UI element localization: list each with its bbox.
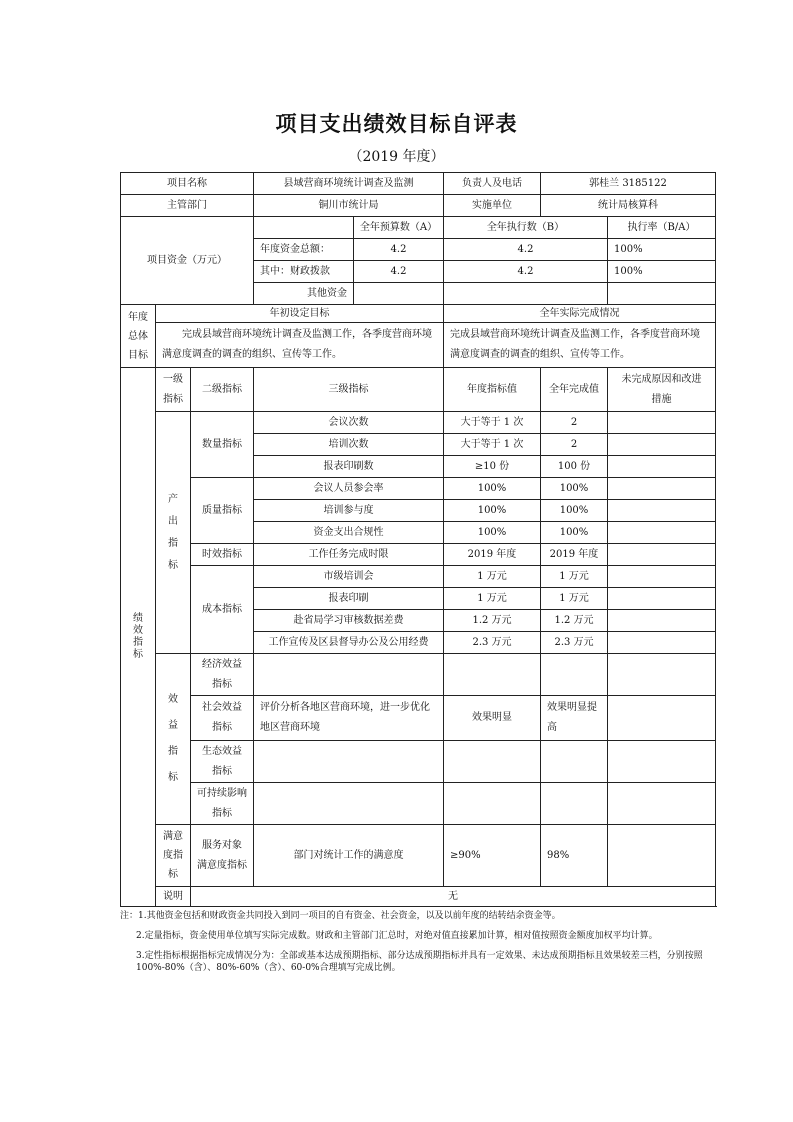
project-name-label: 项目名称 bbox=[121, 173, 254, 195]
contact-value: 郭桂兰 3185122 bbox=[541, 173, 716, 195]
service-indicator-target: ≥90% bbox=[444, 825, 541, 887]
service-indicator-actual: 98% bbox=[541, 825, 608, 887]
sustain-indicator-label: 可持续影响 指标 bbox=[191, 783, 254, 825]
indicator-target: 100% bbox=[444, 500, 541, 522]
page-year: （2019 年度） bbox=[348, 149, 445, 165]
indicator-actual: 1 万元 bbox=[541, 588, 608, 610]
contact-label: 负责人及电话 bbox=[444, 173, 541, 195]
unit-label: 实施单位 bbox=[444, 195, 541, 217]
indicator-target: 1 万元 bbox=[444, 566, 541, 588]
indicator-name: 报表印刷数 bbox=[254, 456, 444, 478]
funds-row-rate: 100% bbox=[608, 239, 716, 261]
perf-header-actual: 全年完成值 bbox=[541, 368, 608, 412]
indicator-target: 100% bbox=[444, 522, 541, 544]
footnotes bbox=[120, 910, 715, 982]
indicator-actual: 2019 年度 bbox=[541, 544, 608, 566]
goal-plan-text: 完成县域营商环境统计调查及监测工作，各季度营商环境满意度调查的调查的组织、宣传等工作。 bbox=[156, 323, 444, 368]
goal-label: 年度 总体 目标 bbox=[121, 305, 156, 368]
output-indicator-label: 产 出 指 标 bbox=[156, 412, 191, 654]
perf-header-reason: 未完成原因和改进 措施 bbox=[608, 368, 716, 412]
funds-row-label: 年度资金总额： bbox=[254, 239, 354, 261]
perf-header-level2: 二级指标 bbox=[191, 368, 254, 412]
indicator-name: 工作任务完成时限 bbox=[254, 544, 444, 566]
indicator-actual: 100 份 bbox=[541, 456, 608, 478]
indicator-name: 市级培训会 bbox=[254, 566, 444, 588]
footnote: 3.定性指标根据指标完成情况分为：全部或基本达成预期指标、部分达成预期指标并具有一定效果、未达成预期指标且效果较差三档，分别按照 100%-80%（含）、80%-60%（含）、60-0%合理填写完成比例。 bbox=[136, 951, 703, 973]
dept-label: 主管部门 bbox=[121, 195, 254, 217]
indicator-target: 1 万元 bbox=[444, 588, 541, 610]
funds-row-budget: 4.2 bbox=[354, 239, 444, 261]
social-indicator-label: 社会效益 指标 bbox=[191, 696, 254, 741]
quantity-indicator-label: 数量指标 bbox=[191, 412, 254, 478]
indicator-name: 资金支出合规性 bbox=[254, 522, 444, 544]
social-indicator-actual: 效果明显提 高 bbox=[541, 696, 608, 741]
indicator-actual: 100% bbox=[541, 478, 608, 500]
indicator-target: 大于等于 1 次 bbox=[444, 434, 541, 456]
funds-col-exec: 全年执行数（B） bbox=[444, 217, 608, 239]
perf-header-target: 年度指标值 bbox=[444, 368, 541, 412]
funds-row-exec: 4.2 bbox=[444, 261, 608, 283]
indicator-name: 赴省局学习审核数据差费 bbox=[254, 610, 444, 632]
indicator-target: 1.2 万元 bbox=[444, 610, 541, 632]
indicator-target: 大于等于 1 次 bbox=[444, 412, 541, 434]
indicator-name: 会议次数 bbox=[254, 412, 444, 434]
eco-indicator-label: 生态效益 指标 bbox=[191, 741, 254, 783]
funds-label: 项目资金（万元） bbox=[121, 217, 254, 305]
perf-header-level1: 一级 指标 bbox=[156, 368, 191, 412]
indicator-actual: 1.2 万元 bbox=[541, 610, 608, 632]
unit-value: 统计局核算科 bbox=[541, 195, 716, 217]
perf-label: 绩 效 指 标 bbox=[121, 368, 156, 907]
benefit-indicator-label: 效 益 指 标 bbox=[156, 654, 191, 825]
social-indicator-name: 评价分析各地区营商环境，进一步优化地区营商环境 bbox=[254, 696, 444, 741]
indicator-target: 100% bbox=[444, 478, 541, 500]
page-title: 项目支出绩效目标自评表 bbox=[275, 112, 518, 136]
funds-row-budget: 4.2 bbox=[354, 261, 444, 283]
note-label: 说明 bbox=[156, 887, 191, 907]
funds-row-rate bbox=[608, 283, 716, 305]
goal-actual-label: 全年实际完成情况 bbox=[444, 305, 716, 323]
indicator-name: 培训参与度 bbox=[254, 500, 444, 522]
indicator-name: 报表印刷 bbox=[254, 588, 444, 610]
goal-plan-label: 年初设定目标 bbox=[156, 305, 444, 323]
funds-row-budget bbox=[354, 283, 444, 305]
perf-header-level3: 三级指标 bbox=[254, 368, 444, 412]
evaluation-table bbox=[120, 172, 716, 907]
project-name: 县域营商环境统计调查及监测 bbox=[254, 173, 444, 195]
funds-row-exec: 4.2 bbox=[444, 239, 608, 261]
indicator-actual: 100% bbox=[541, 500, 608, 522]
service-indicator-name: 部门对统计工作的满意度 bbox=[254, 825, 444, 887]
cost-indicator-label: 成本指标 bbox=[191, 566, 254, 654]
footnote: 2.定量指标，资金使用单位填写实际完成数。财政和主管部门汇总时，对绝对值直接累加计算，相对值按照资金额度加权平均计算。 bbox=[136, 931, 658, 941]
indicator-actual: 2 bbox=[541, 412, 608, 434]
dept-value: 铜川市统计局 bbox=[254, 195, 444, 217]
funds-col-rate: 执行率（B/A） bbox=[608, 217, 716, 239]
time-indicator-label: 时效指标 bbox=[191, 544, 254, 566]
goal-actual-text: 完成县域营商环境统计调查及监测工作，各季度营商环境满意度调查的调查的组织、宣传等工作。 bbox=[444, 323, 716, 368]
funds-row-label: 其他资金 bbox=[254, 283, 354, 305]
indicator-actual: 100% bbox=[541, 522, 608, 544]
footnote: 注：1.其他资金包括和财政资金共同投入到同一项目的自有资金、社会资金，以及以前年度的结转结余资金等。 bbox=[120, 911, 561, 921]
funds-row-label: 其中：财政拨款 bbox=[254, 261, 354, 283]
quality-indicator-label: 质量指标 bbox=[191, 478, 254, 544]
funds-col-budget: 全年预算数（A） bbox=[354, 217, 444, 239]
social-indicator-target: 效果明显 bbox=[444, 696, 541, 741]
indicator-name: 工作宣传及区县督导办公及公用经费 bbox=[254, 632, 444, 654]
indicator-actual: 1 万元 bbox=[541, 566, 608, 588]
service-indicator-label: 服务对象 满意度指标 bbox=[191, 825, 254, 887]
funds-row-rate: 100% bbox=[608, 261, 716, 283]
indicator-target: 2.3 万元 bbox=[444, 632, 541, 654]
note-value: 无 bbox=[191, 887, 716, 907]
indicator-actual: 2.3 万元 bbox=[541, 632, 608, 654]
funds-row-exec bbox=[444, 283, 608, 305]
indicator-target: ≥10 份 bbox=[444, 456, 541, 478]
indicator-name: 会议人员参会率 bbox=[254, 478, 444, 500]
indicator-name: 培训次数 bbox=[254, 434, 444, 456]
indicator-target: 2019 年度 bbox=[444, 544, 541, 566]
indicator-actual: 2 bbox=[541, 434, 608, 456]
satisfaction-indicator-label: 满意 度指 标 bbox=[156, 825, 191, 887]
econ-indicator-label: 经济效益 指标 bbox=[191, 654, 254, 696]
